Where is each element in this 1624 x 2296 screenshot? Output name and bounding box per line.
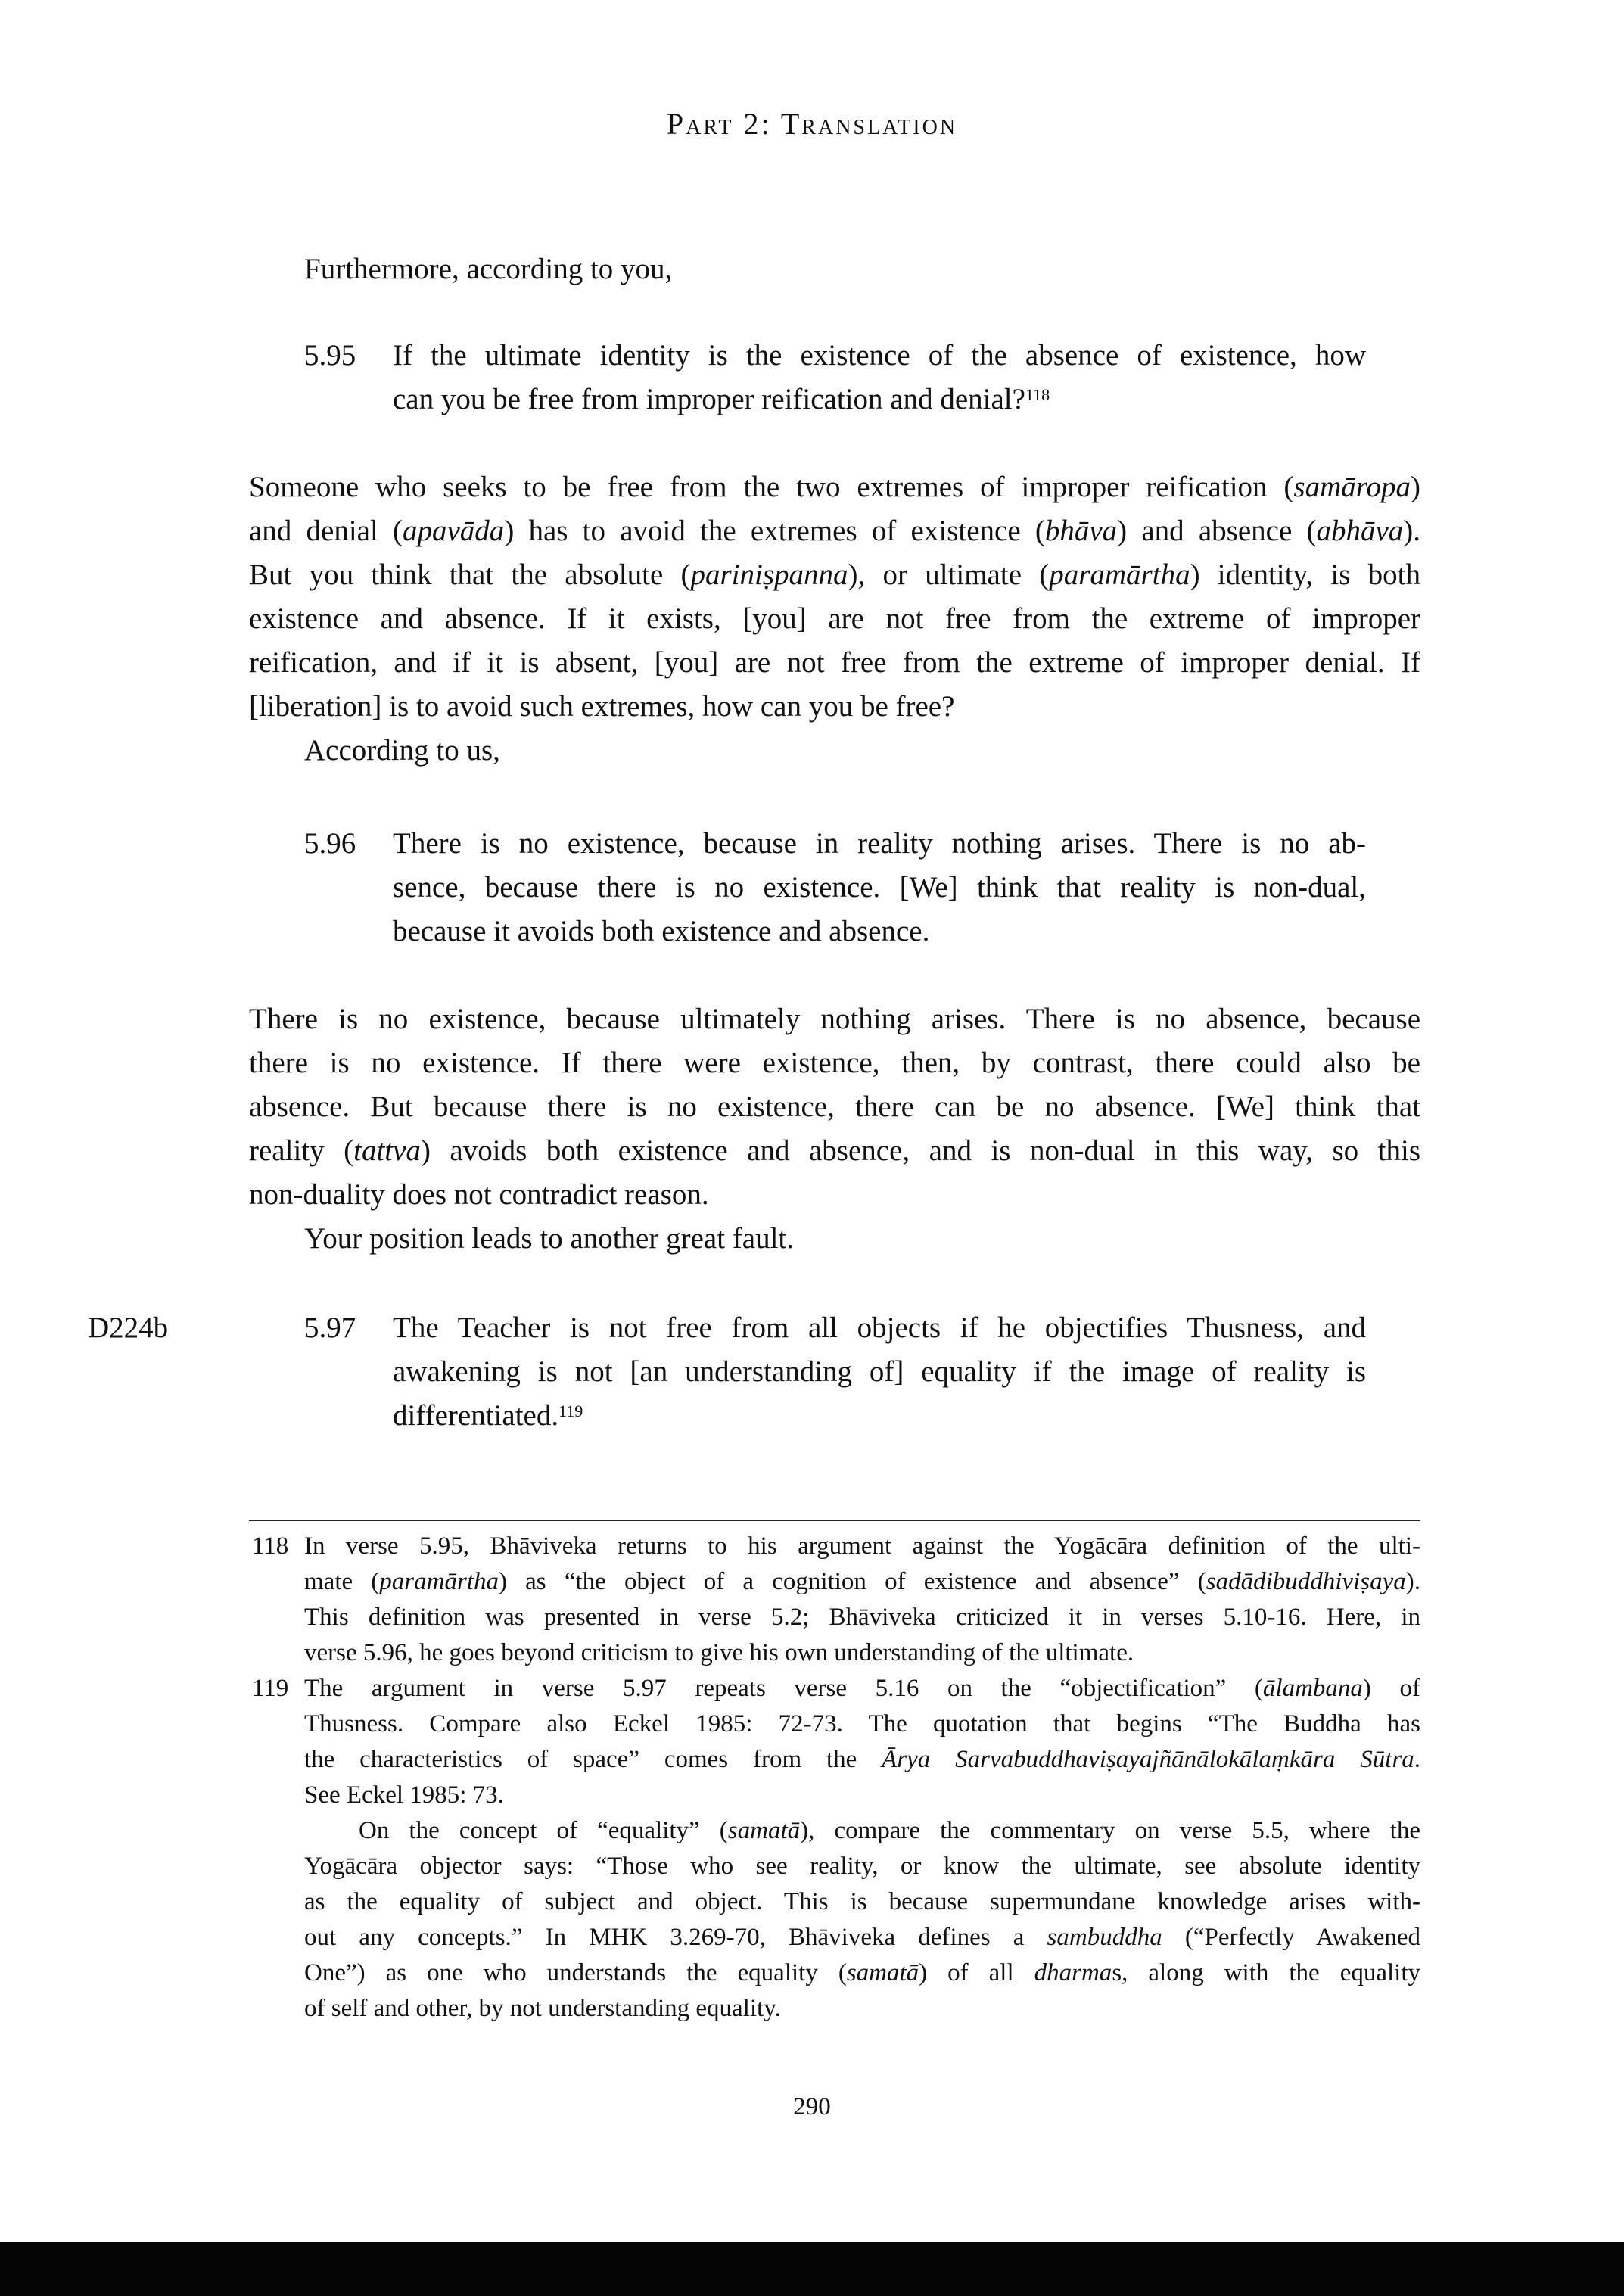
italic-term: ālambana [1262, 1675, 1363, 1702]
text-line [249, 597, 1420, 641]
text-run: In verse 5.95, Bhāviveka returns to his argument against the Yogācāra definition of the ulti- [304, 1532, 1420, 1560]
text-run: Furthermore, according to you, [304, 253, 673, 285]
text-line [249, 509, 1420, 553]
text-line [304, 1217, 794, 1261]
verse-5-95 [393, 334, 1366, 422]
text-run: and denial ( [249, 515, 403, 547]
text-line [304, 247, 672, 291]
text-run: Thusness. Compare also Eckel 1985: 72-73. The quotation that begins “The Buddha has [304, 1710, 1420, 1738]
text-run: ) identity, is both [1190, 558, 1420, 591]
text-run: reification, and if it is absent, [you] are not free from the extreme of improper denial. If [249, 646, 1420, 679]
footnote-reference: 119 [558, 1402, 583, 1420]
text-run: mate ( [304, 1568, 380, 1595]
text-run: can you be free from improper reification and denial? [393, 383, 1025, 415]
verse-number: 5.95 [304, 339, 356, 372]
text-run: See Eckel 1985: 73. [304, 1781, 504, 1809]
text-run: there is no existence. If there were existence, then, by contrast, there could also be [249, 1047, 1420, 1079]
running-header: Part 2: Translation [666, 107, 958, 141]
text-line [249, 553, 1420, 597]
text-line [393, 1306, 1366, 1350]
italic-term: paramārtha [379, 1568, 499, 1595]
italic-term: pariniṣpanna [690, 558, 848, 591]
text-run: Someone who seeks to be free from the two extremes of improper reification ( [249, 471, 1294, 503]
text-run: ) of all [919, 1959, 1034, 1986]
text-line [304, 1920, 1420, 1955]
text-run: non-duality does not contradict reason. [249, 1178, 709, 1211]
text-run: According to us, [304, 734, 500, 767]
text-run: The argument in verse 5.97 repeats verse 5.16 on the “objectification” ( [304, 1675, 1263, 1702]
italic-term: bhāva [1044, 515, 1118, 547]
text-line [249, 685, 1420, 729]
footnote-number: 119 [252, 1675, 289, 1702]
text-run: This definition was presented in verse 5.2; Bhāviveka criticized it in verses 5.10-16. Here, in [304, 1604, 1420, 1631]
text-line [249, 1085, 1420, 1129]
text-line [393, 822, 1366, 866]
text-run: as the equality of subject and object. This is because supermundane knowledge arises with- [304, 1888, 1420, 1915]
text-run: ). [1403, 515, 1421, 547]
text-run: If the ultimate identity is the existence of the absence of existence, how [393, 339, 1366, 372]
footnote-119 [304, 1671, 1420, 1813]
text-run: [liberation] is to avoid such extremes, how can you be free? [249, 690, 955, 723]
text-run: ) and absence ( [1117, 515, 1317, 547]
text-line [249, 1041, 1420, 1085]
text-line [393, 378, 1366, 422]
paragraph [304, 1217, 794, 1261]
text-run: verse 5.96, he goes beyond criticism to give his own understanding of the ultimate. [304, 1639, 1134, 1666]
text-run: There is no existence, because ultimately nothing arises. There is no absence, because [249, 1003, 1420, 1035]
text-line [249, 465, 1420, 509]
verse-number: 5.97 [304, 1311, 356, 1344]
text-run: . [1414, 1746, 1420, 1773]
footnote-reference: 118 [1025, 385, 1050, 404]
text-line [393, 866, 1366, 910]
text-line [304, 1884, 1420, 1920]
text-run: One”) as one who understands the equality ( [304, 1959, 847, 1986]
text-run: absence. But because there is no existence, there can be no absence. [We] think that [249, 1090, 1420, 1123]
paragraph [249, 465, 1420, 729]
text-run: the characteristics of space” comes from the [304, 1746, 882, 1773]
text-line [393, 1350, 1366, 1394]
text-run: out any concepts.” In MHK 3.269-70, Bhāviveka defines a [304, 1924, 1047, 1951]
text-line [393, 334, 1366, 378]
italic-term: Ārya Sarvabuddhaviṣayajñānālokālaṃkāra Sūtra [882, 1746, 1414, 1773]
paragraph [304, 247, 672, 291]
text-run: of self and other, by not understanding equality. [304, 1995, 781, 2022]
text-run: ) has to avoid the extremes of existence ( [504, 515, 1045, 547]
text-run: existence and absence. If it exists, [you] are not free from the extreme of improper [249, 602, 1420, 635]
italic-term: tattva [353, 1134, 421, 1167]
text-run: ), compare the commentary on verse 5.5, where the [800, 1817, 1420, 1844]
text-run: ) of [1362, 1675, 1420, 1702]
text-line [249, 1129, 1420, 1173]
text-run: differentiated. [393, 1399, 559, 1432]
footnote-118 [304, 1529, 1420, 1671]
italic-term: sambuddha [1047, 1924, 1162, 1951]
text-line [249, 997, 1420, 1041]
text-run: ) [1411, 471, 1420, 503]
italic-term: samatā [846, 1959, 919, 1986]
text-line [304, 729, 500, 773]
text-line [304, 1849, 1420, 1884]
text-line [304, 1778, 1420, 1813]
text-run: Your position leads to another great fault. [304, 1222, 795, 1255]
paragraph [304, 729, 500, 773]
text-run: (“Perfectly Awakened [1162, 1924, 1420, 1951]
text-run: ) avoids both existence and absence, and is non-dual in this way, so this [420, 1134, 1420, 1167]
text-run: ), or ultimate ( [848, 558, 1050, 591]
paragraph [249, 997, 1420, 1217]
verse-5-97 [393, 1306, 1366, 1438]
footnote-rule [249, 1520, 1420, 1521]
text-run: reality ( [249, 1134, 354, 1167]
text-run: awakening is not [an understanding of] equality if the image of reality is [393, 1355, 1366, 1388]
page-number: 290 [793, 2093, 831, 2120]
text-run: s, along with the equality [1112, 1959, 1420, 1986]
text-line [304, 1529, 1420, 1564]
text-run: ). [1405, 1568, 1420, 1595]
scan-border [0, 2242, 1624, 2296]
text-line [393, 1394, 1366, 1438]
text-run: sence, because there is no existence. [We] think that reality is non-dual, [393, 871, 1366, 904]
text-run: because it avoids both existence and absence. [393, 915, 930, 947]
text-line [249, 1173, 1420, 1217]
text-run: ) as “the object of a cognition of existence and absence” ( [498, 1568, 1206, 1595]
italic-term: samatā [727, 1817, 801, 1844]
italic-term: paramārtha [1049, 558, 1190, 591]
text-line [304, 1955, 1420, 1991]
text-line [304, 1991, 1420, 2027]
text-run: But you think that the absolute ( [249, 558, 691, 591]
text-run: The Teacher is not free from all objects if he objectifies Thusness, and [393, 1311, 1366, 1344]
margin-reference: D224b [88, 1311, 169, 1344]
verse-5-96 [393, 822, 1366, 954]
text-line [304, 1706, 1420, 1742]
footnote-119-continued [304, 1813, 1420, 2027]
text-line [304, 1671, 1420, 1706]
text-line [304, 1564, 1420, 1600]
italic-term: abhāva [1316, 515, 1404, 547]
verse-number: 5.96 [304, 827, 356, 860]
footnote-number: 118 [252, 1532, 289, 1560]
text-line [304, 1600, 1420, 1635]
italic-term: sadādibuddhiviṣaya [1206, 1568, 1406, 1595]
italic-term: apavāda [403, 515, 505, 547]
text-line [249, 641, 1420, 685]
italic-term: samāropa [1293, 471, 1411, 503]
italic-term: dharma [1034, 1959, 1112, 1986]
text-line [304, 1813, 1420, 1849]
text-line [393, 910, 1366, 954]
text-line [304, 1742, 1420, 1778]
text-run: There is no existence, because in reality nothing arises. There is no ab- [393, 827, 1366, 860]
text-run: On the concept of “equality” ( [359, 1817, 728, 1844]
text-line [304, 1635, 1420, 1671]
text-run: Yogācāra objector says: “Those who see reality, or know the ultimate, see absolute identity [304, 1853, 1420, 1880]
